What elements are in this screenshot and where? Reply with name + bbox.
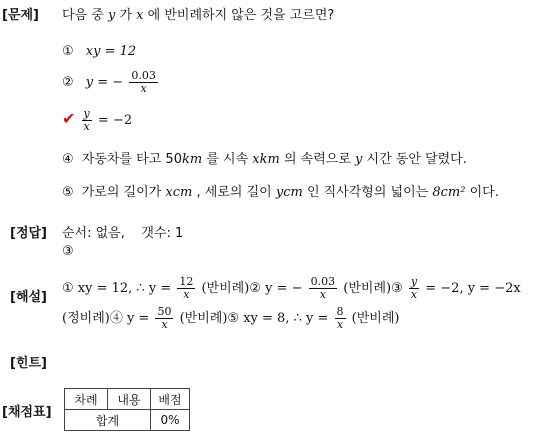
answer-label: [정답]	[10, 226, 47, 241]
option-3-frac-den: x	[83, 120, 90, 134]
explanation-line-1	[62, 276, 521, 301]
option-1-expr: xy = 12	[85, 44, 137, 59]
explanation-frac-2-num: 0.03	[310, 275, 336, 288]
option-4-text-b: 를 시속	[206, 152, 249, 167]
score-header-content: 내용	[108, 389, 151, 410]
explanation-frac-3	[409, 276, 419, 301]
option-5-area: 8cm²	[432, 185, 466, 200]
checkmark-icon: ✔	[62, 109, 76, 129]
score-total-label: 합계	[65, 410, 151, 431]
score-table-total-row	[65, 410, 190, 431]
option-5-var1: xcm	[165, 185, 193, 200]
option-4[interactable]	[62, 148, 467, 167]
explanation-l1-t1: (반비례)② y = −	[201, 281, 303, 297]
option-4-speed: 50	[165, 152, 182, 167]
option-4-number: ④	[62, 152, 74, 167]
explanation-l2-t5: (반비례)	[351, 311, 400, 327]
score-table-label: [채점표]	[2, 405, 52, 420]
explanation-frac-4	[155, 306, 173, 331]
question-text-b: 가	[119, 8, 133, 23]
option-4-var: xkm	[252, 152, 280, 167]
explanation-frac-1	[177, 276, 195, 301]
explanation-l2-a: (정비례)④ y =	[62, 311, 150, 327]
explanation-frac-3-num: y	[410, 275, 418, 288]
option-3[interactable]	[62, 108, 132, 133]
option-1[interactable]	[62, 44, 136, 59]
explanation-frac-1-den: x	[183, 288, 190, 302]
explanation-frac-5-num: 8	[336, 305, 344, 318]
explanation-line-2	[62, 306, 399, 331]
question-text	[62, 4, 334, 23]
option-4-text-c: 의 속력으로	[283, 152, 351, 167]
option-3-rhs: = −2	[97, 113, 133, 129]
score-header-order: 차례	[65, 389, 108, 410]
question-label: [문제]	[2, 8, 39, 23]
explanation-frac-5-den: x	[336, 318, 344, 332]
score-total-value: 0%	[151, 410, 190, 431]
option-3-frac-num: y	[83, 107, 90, 120]
explanation-l2-t4: (반비례)⑤ xy = 8, ∴ y =	[179, 311, 329, 327]
option-5[interactable]	[62, 181, 499, 200]
option-4-text-d: 시간 동안 달렸다.	[366, 152, 467, 167]
option-2[interactable]	[62, 70, 160, 95]
option-2-fraction	[129, 70, 158, 95]
question-text-c: 에 반비례하지 않은 것을 고르면?	[147, 8, 335, 23]
option-5-text-b: , 세로의 길이	[196, 185, 272, 200]
option-4-unit: km	[181, 152, 203, 167]
option-3-fraction	[82, 108, 92, 133]
explanation-l1-t2: (반비례)③	[343, 281, 403, 297]
option-5-text-c: 인 직사각형의 넓이는	[306, 185, 429, 200]
question-text-a: 다음 중	[62, 8, 104, 23]
explanation-frac-1-num: 12	[179, 275, 194, 288]
explanation-frac-2-den: x	[319, 288, 326, 302]
answer-line-2: ③	[62, 244, 74, 259]
option-2-frac-num: 0.03	[131, 69, 156, 82]
option-1-number: ①	[62, 44, 74, 59]
option-5-text-d: 이다.	[469, 185, 499, 200]
option-4-text-a: 자동차를 타고	[81, 152, 162, 167]
question-var-y: y	[107, 8, 116, 23]
explanation-frac-3-den: x	[410, 288, 418, 302]
score-table	[64, 388, 190, 431]
option-2-frac-den: x	[140, 82, 147, 96]
explanation-frac-2	[309, 276, 338, 301]
option-2-number: ②	[62, 75, 74, 91]
explanation-l1-t3: = −2, y = −2x	[425, 281, 521, 297]
explanation-frac-4-num: 50	[157, 305, 172, 318]
answer-line-1: 순서: 없음, 갯수: 1	[62, 226, 184, 241]
option-2-lhs: y = −	[85, 75, 124, 91]
option-5-var2: ycm	[275, 185, 303, 200]
option-5-number: ⑤	[62, 185, 74, 200]
score-table-header-row	[65, 389, 190, 410]
explanation-frac-4-den: x	[161, 318, 168, 332]
explanation-label: [해설]	[10, 290, 47, 305]
score-header-points: 배점	[151, 389, 190, 410]
question-var-x: x	[136, 8, 144, 23]
option-4-var-y: y	[355, 152, 363, 167]
explanation-frac-5	[335, 306, 346, 331]
hint-label: [힌트]	[10, 356, 47, 371]
explanation-l1-a: ① xy = 12, ∴ y =	[62, 281, 172, 297]
option-5-text-a: 가로의 길이가	[81, 185, 162, 200]
